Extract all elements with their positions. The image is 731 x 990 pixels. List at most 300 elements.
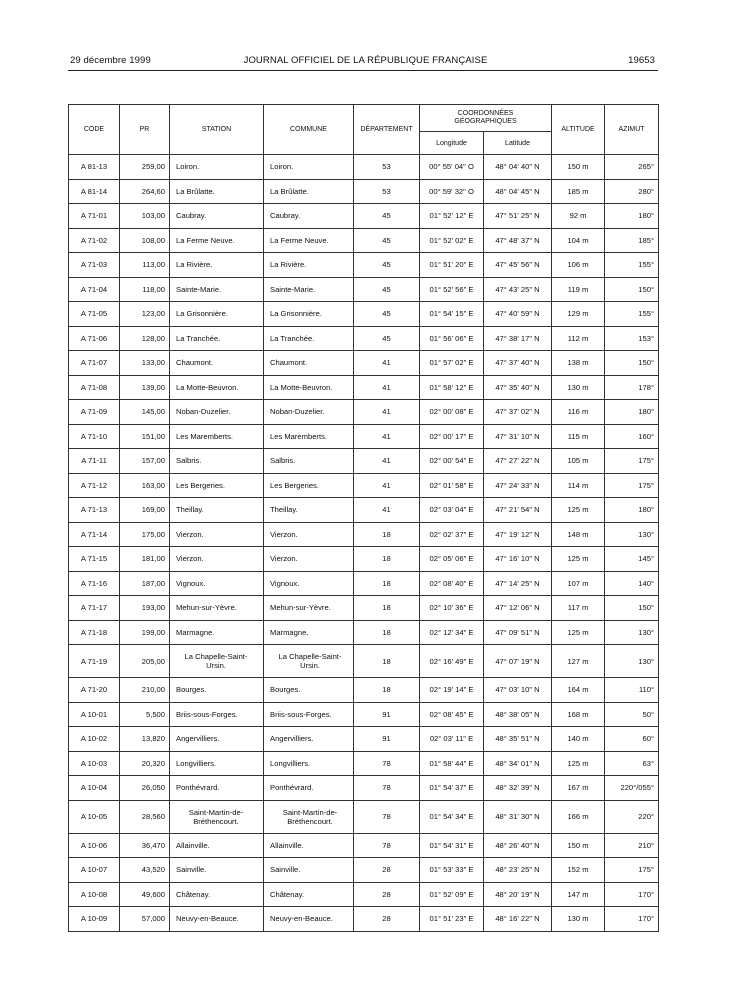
- cell-longitude-text: 01° 52' 02" E: [429, 235, 474, 245]
- cell-altitude-text: 114 m: [567, 480, 589, 490]
- cell-dept: [354, 449, 420, 474]
- cell-dept-text: 18: [382, 529, 391, 539]
- cell-altitude-text: 125 m: [567, 505, 589, 515]
- cell-station: [170, 547, 264, 572]
- cell-latitude-text: 47° 03' 10" N: [495, 685, 540, 695]
- cell-pr-text: 210,00: [141, 685, 165, 695]
- cell-station-text: La Ferme Neuve.: [176, 235, 235, 245]
- cell-code: [69, 498, 120, 523]
- cell-station: [170, 375, 264, 400]
- cell-station-text: Loiron.: [176, 162, 200, 172]
- cell-latitude-text: 47° 43' 25" N: [495, 284, 540, 294]
- cell-code-text: A 71-07: [80, 358, 108, 368]
- cell-azimut-text: 175°: [638, 865, 655, 875]
- cell-azimut: [605, 882, 659, 907]
- table-row: [69, 473, 659, 498]
- table-row: [69, 620, 659, 645]
- cell-commune-text: La Brûlatte.: [270, 186, 309, 196]
- cell-azimut: [605, 678, 659, 703]
- cell-pr-text: 28,560: [141, 812, 165, 821]
- cell-latitude: [484, 776, 552, 801]
- cell-latitude: [484, 571, 552, 596]
- cell-pr: [120, 449, 170, 474]
- cell-dept: [354, 678, 420, 703]
- cell-dept-text: 53: [382, 162, 391, 172]
- cell-dept: [354, 547, 420, 572]
- cell-pr: [120, 498, 170, 523]
- cell-code: [69, 571, 120, 596]
- cell-commune-text: Vignoux.: [270, 578, 300, 588]
- cell-longitude: [420, 498, 484, 523]
- cell-code-text: A 71-13: [80, 505, 108, 515]
- cell-azimut: [605, 645, 659, 678]
- cell-altitude: [552, 678, 605, 703]
- cell-commune-text: Vierzon.: [270, 554, 298, 564]
- table-row: [69, 228, 659, 253]
- cell-azimut-text: 130°: [638, 627, 655, 637]
- cell-azimut-text: 140°: [638, 578, 655, 588]
- cell-station-text: Vierzon.: [176, 554, 204, 564]
- cell-latitude: [484, 800, 552, 833]
- cell-station-text: Sainte-Marie.: [176, 284, 222, 294]
- cell-dept-text: 45: [382, 235, 391, 245]
- cell-dept-text: 91: [382, 709, 391, 719]
- cell-code: [69, 473, 120, 498]
- cell-longitude-text: 01° 52' 56" E: [429, 284, 474, 294]
- cell-altitude: [552, 375, 605, 400]
- cell-latitude-text: 47° 35' 40" N: [495, 382, 540, 392]
- cell-station-text: La Brûlatte.: [176, 186, 215, 196]
- cell-pr: [120, 833, 170, 858]
- cell-azimut-text: 185°: [638, 235, 655, 245]
- cell-altitude-text: 138 m: [567, 358, 589, 368]
- cell-longitude: [420, 351, 484, 376]
- cell-code-text: A 81-13: [80, 162, 108, 172]
- cell-altitude-text: 117 m: [567, 603, 589, 613]
- cell-commune: [264, 596, 354, 621]
- cell-pr-text: 169,00: [141, 505, 165, 515]
- cell-latitude-text: 47° 38' 17" N: [495, 333, 540, 343]
- cell-latitude-text: 48° 23' 25" N: [495, 865, 540, 875]
- cell-pr-text: 259,00: [141, 162, 165, 172]
- table-body: [69, 155, 659, 932]
- cell-dept-text: 78: [382, 783, 391, 793]
- cell-code: [69, 375, 120, 400]
- cell-dept-text: 18: [382, 578, 391, 588]
- cell-dept: [354, 204, 420, 229]
- cell-altitude: [552, 702, 605, 727]
- cell-code-text: A 10-05: [80, 812, 108, 821]
- cell-commune-text: Theillay.: [270, 505, 298, 515]
- stations-table: [68, 104, 659, 932]
- cell-longitude-text: 02° 00' 54" E: [429, 456, 474, 466]
- cell-azimut: [605, 907, 659, 932]
- cell-pr: [120, 277, 170, 302]
- cell-commune: [264, 302, 354, 327]
- cell-azimut: [605, 833, 659, 858]
- cell-longitude-text: 01° 54' 31" E: [429, 840, 474, 850]
- cell-commune-text: Mehun-sur-Yèvre.: [270, 603, 331, 613]
- cell-dept-text: 45: [382, 309, 391, 319]
- cell-commune: [264, 155, 354, 180]
- cell-longitude-text: 00° 55' 04" O: [429, 162, 474, 172]
- cell-azimut-text: 130°: [638, 529, 655, 539]
- cell-dept: [354, 351, 420, 376]
- cell-commune-text: Chaumont.: [270, 358, 308, 368]
- col-header-longitude: Longitude: [420, 132, 484, 155]
- cell-altitude-text: 130 m: [567, 382, 589, 392]
- cell-longitude: [420, 204, 484, 229]
- cell-station: [170, 727, 264, 752]
- cell-azimut: [605, 702, 659, 727]
- cell-latitude: [484, 302, 552, 327]
- cell-dept-text: 28: [382, 865, 391, 875]
- cell-latitude: [484, 204, 552, 229]
- cell-code-text: A 71-02: [80, 235, 108, 245]
- table-row: [69, 449, 659, 474]
- cell-pr-text: 20,320: [141, 758, 165, 768]
- cell-pr-text: 199,00: [141, 627, 165, 637]
- cell-altitude: [552, 858, 605, 883]
- cell-station: [170, 302, 264, 327]
- cell-azimut-text: 150°: [638, 284, 655, 294]
- cell-azimut-text: 110°: [638, 685, 655, 695]
- cell-azimut-text: 180°: [638, 211, 655, 221]
- table-row: [69, 776, 659, 801]
- cell-commune: [264, 498, 354, 523]
- cell-station: [170, 678, 264, 703]
- cell-azimut: [605, 179, 659, 204]
- cell-commune: [264, 326, 354, 351]
- cell-pr: [120, 858, 170, 883]
- cell-commune: [264, 702, 354, 727]
- cell-altitude-text: 104 m: [567, 235, 589, 245]
- cell-dept: [354, 179, 420, 204]
- cell-longitude: [420, 645, 484, 678]
- cell-commune: [264, 253, 354, 278]
- cell-pr-text: 5,500: [145, 709, 165, 719]
- cell-altitude: [552, 547, 605, 572]
- cell-latitude-text: 48° 20' 19" N: [495, 889, 540, 899]
- cell-dept: [354, 596, 420, 621]
- cell-pr: [120, 907, 170, 932]
- cell-code: [69, 678, 120, 703]
- cell-dept-text: 41: [382, 431, 391, 441]
- cell-azimut-text: 60°: [642, 734, 655, 744]
- cell-commune: [264, 751, 354, 776]
- cell-dept-text: 41: [382, 480, 391, 490]
- cell-pr: [120, 375, 170, 400]
- cell-latitude-text: 47° 07' 19" N: [495, 656, 540, 666]
- cell-altitude-text: 167 m: [567, 783, 589, 793]
- cell-longitude: [420, 571, 484, 596]
- cell-altitude-text: 164 m: [567, 685, 589, 695]
- cell-commune-text: Vierzon.: [270, 529, 298, 539]
- cell-altitude-text: 112 m: [567, 333, 589, 343]
- cell-pr-text: 133,00: [141, 358, 165, 368]
- cell-commune: [264, 678, 354, 703]
- cell-pr: [120, 473, 170, 498]
- cell-commune: [264, 277, 354, 302]
- cell-station: [170, 155, 264, 180]
- cell-latitude: [484, 498, 552, 523]
- cell-latitude: [484, 473, 552, 498]
- table-row: [69, 498, 659, 523]
- cell-pr-text: 187,00: [141, 578, 165, 588]
- cell-pr-text: 181,00: [141, 554, 165, 564]
- cell-azimut: [605, 155, 659, 180]
- cell-azimut-text: 175°: [638, 456, 655, 466]
- col-header-coords: COORDONNÉES GÉOGRAPHIQUES: [420, 105, 552, 132]
- cell-altitude: [552, 727, 605, 752]
- cell-latitude-text: 47° 37' 40" N: [495, 358, 540, 368]
- cell-pr-text: 157,00: [141, 456, 165, 466]
- cell-station: [170, 751, 264, 776]
- table-row: [69, 351, 659, 376]
- cell-longitude: [420, 253, 484, 278]
- cell-commune-text: La Chapelle-Saint-Ursin.: [278, 652, 342, 670]
- cell-longitude-text: 02° 03' 04" E: [429, 505, 474, 515]
- cell-azimut: [605, 326, 659, 351]
- journal-title: JOURNAL OFFICIEL DE LA RÉPUBLIQUE FRANÇAISE: [243, 55, 488, 66]
- cell-pr: [120, 596, 170, 621]
- cell-code-text: A 71-19: [80, 656, 108, 666]
- cell-altitude: [552, 571, 605, 596]
- cell-longitude-text: 02° 00' 08" E: [429, 407, 474, 417]
- cell-code: [69, 155, 120, 180]
- cell-station-text: Châtenay.: [176, 889, 211, 899]
- cell-longitude-text: 02° 05' 06" E: [429, 554, 474, 564]
- cell-commune-text: Allainville.: [270, 840, 304, 850]
- cell-commune: [264, 424, 354, 449]
- cell-code-text: A 71-06: [80, 333, 108, 343]
- cell-dept: [354, 858, 420, 883]
- cell-station: [170, 800, 264, 833]
- cell-pr-text: 13,820: [141, 734, 165, 744]
- cell-commune-text: Bourges.: [270, 685, 301, 695]
- cell-longitude: [420, 179, 484, 204]
- cell-pr: [120, 179, 170, 204]
- col-header-altitude: ALTITUDE: [552, 105, 605, 155]
- cell-latitude: [484, 424, 552, 449]
- cell-station: [170, 400, 264, 425]
- cell-dept: [354, 155, 420, 180]
- table-row: [69, 277, 659, 302]
- cell-station-text: Neuvy-en-Beauce.: [176, 914, 239, 924]
- cell-code: [69, 882, 120, 907]
- cell-latitude: [484, 375, 552, 400]
- cell-dept: [354, 522, 420, 547]
- cell-longitude: [420, 155, 484, 180]
- cell-altitude-text: 166 m: [567, 812, 589, 821]
- cell-station: [170, 204, 264, 229]
- cell-azimut: [605, 424, 659, 449]
- cell-station: [170, 228, 264, 253]
- cell-latitude-text: 47° 14' 25" N: [495, 578, 540, 588]
- cell-dept-text: 18: [382, 685, 391, 695]
- cell-code-text: A 71-01: [80, 211, 108, 221]
- cell-latitude-text: 47° 24' 33" N: [495, 480, 540, 490]
- table-row: [69, 907, 659, 932]
- cell-azimut-text: 130°: [638, 656, 655, 666]
- cell-altitude: [552, 498, 605, 523]
- cell-longitude: [420, 620, 484, 645]
- cell-dept: [354, 326, 420, 351]
- cell-code-text: A 71-08: [80, 382, 108, 392]
- cell-commune: [264, 727, 354, 752]
- cell-dept-text: 78: [382, 758, 391, 768]
- cell-pr: [120, 800, 170, 833]
- cell-altitude: [552, 449, 605, 474]
- cell-station-text: Angervilliers.: [176, 734, 220, 744]
- cell-altitude-text: 115 m: [567, 431, 589, 441]
- cell-azimut-text: 265°: [638, 162, 655, 172]
- cell-dept-text: 41: [382, 505, 391, 515]
- cell-code-text: A 10-03: [80, 758, 108, 768]
- cell-station-text: Longvilliers.: [176, 758, 217, 768]
- cell-code-text: A 10-09: [80, 914, 108, 924]
- cell-longitude-text: 01° 53' 33" E: [429, 865, 474, 875]
- cell-longitude-text: 02° 16' 49" E: [429, 656, 474, 666]
- cell-latitude: [484, 702, 552, 727]
- cell-commune: [264, 351, 354, 376]
- cell-pr-text: 36,470: [141, 840, 165, 850]
- cell-pr: [120, 522, 170, 547]
- cell-altitude-text: 150 m: [567, 840, 589, 850]
- cell-altitude-text: 107 m: [567, 578, 589, 588]
- col-header-pr: PR: [120, 105, 170, 155]
- cell-station: [170, 253, 264, 278]
- table-row: [69, 424, 659, 449]
- table-row: [69, 571, 659, 596]
- cell-station: [170, 620, 264, 645]
- cell-azimut-text: 220°: [638, 812, 655, 821]
- cell-longitude-text: 01° 51' 20" E: [429, 260, 474, 270]
- cell-code: [69, 449, 120, 474]
- cell-dept-text: 78: [382, 840, 391, 850]
- cell-code-text: A 71-14: [80, 529, 108, 539]
- cell-longitude-text: 01° 54' 15" E: [429, 309, 474, 319]
- cell-code-text: A 71-20: [80, 685, 108, 695]
- cell-altitude-text: 116 m: [567, 407, 589, 417]
- cell-station-text: Mehun-sur-Yèvre.: [176, 603, 237, 613]
- cell-dept: [354, 253, 420, 278]
- cell-azimut: [605, 547, 659, 572]
- cell-latitude-text: 48° 32' 39" N: [495, 783, 540, 793]
- cell-station-text: Salbris.: [176, 456, 202, 466]
- cell-longitude: [420, 522, 484, 547]
- cell-latitude-text: 48° 34' 01" N: [495, 758, 540, 768]
- cell-longitude: [420, 776, 484, 801]
- cell-altitude-text: 125 m: [567, 758, 589, 768]
- cell-pr-text: 145,00: [141, 407, 165, 417]
- cell-dept: [354, 620, 420, 645]
- cell-latitude: [484, 522, 552, 547]
- cell-pr-text: 151,00: [141, 431, 165, 441]
- cell-longitude: [420, 375, 484, 400]
- header-rule: [68, 70, 658, 71]
- cell-longitude-text: 01° 56' 06" E: [429, 333, 474, 343]
- cell-latitude-text: 47° 16' 10" N: [495, 554, 540, 564]
- cell-pr: [120, 645, 170, 678]
- cell-azimut: [605, 351, 659, 376]
- cell-longitude-text: 01° 54' 34" E: [429, 812, 474, 821]
- cell-pr: [120, 678, 170, 703]
- cell-longitude-text: 01° 58' 44" E: [429, 758, 474, 768]
- cell-longitude: [420, 833, 484, 858]
- cell-pr-text: 175,00: [141, 529, 165, 539]
- cell-latitude: [484, 277, 552, 302]
- cell-commune-text: Noban-Duzelier.: [270, 407, 325, 417]
- cell-commune: [264, 522, 354, 547]
- cell-commune: [264, 228, 354, 253]
- cell-pr: [120, 702, 170, 727]
- cell-altitude: [552, 302, 605, 327]
- cell-commune: [264, 449, 354, 474]
- cell-commune: [264, 547, 354, 572]
- cell-altitude: [552, 155, 605, 180]
- cell-latitude-text: 47° 45' 56" N: [495, 260, 540, 270]
- cell-pr-text: 205,00: [141, 656, 165, 666]
- cell-commune-text: Ponthévrard.: [270, 783, 314, 793]
- cell-azimut: [605, 620, 659, 645]
- table-row: [69, 375, 659, 400]
- col-header-latitude: Latitude: [484, 132, 552, 155]
- cell-code: [69, 596, 120, 621]
- cell-dept: [354, 645, 420, 678]
- cell-azimut-text: 180°: [638, 505, 655, 515]
- table-row: [69, 547, 659, 572]
- cell-altitude: [552, 204, 605, 229]
- cell-station: [170, 522, 264, 547]
- cell-commune-text: Marmagne.: [270, 627, 309, 637]
- cell-station-text: Les Bergeries.: [176, 480, 225, 490]
- cell-dept-text: 41: [382, 382, 391, 392]
- cell-code: [69, 547, 120, 572]
- header-date: 29 décembre 1999: [70, 55, 151, 66]
- cell-azimut: [605, 522, 659, 547]
- cell-latitude: [484, 179, 552, 204]
- cell-code: [69, 302, 120, 327]
- cell-dept: [354, 882, 420, 907]
- cell-latitude-text: 47° 37' 02" N: [495, 407, 540, 417]
- cell-station: [170, 498, 264, 523]
- cell-longitude: [420, 302, 484, 327]
- cell-latitude-text: 48° 04' 40" N: [495, 162, 540, 172]
- cell-pr-text: 118,00: [142, 284, 165, 294]
- cell-commune-text: Caubray.: [270, 211, 301, 221]
- table-row: [69, 302, 659, 327]
- cell-station-text: La Chapelle-Saint-Ursin.: [184, 652, 248, 670]
- cell-latitude-text: 47° 21' 54" N: [495, 505, 540, 515]
- cell-station-text: Saint-Martin-de-Bréthencourt.: [188, 807, 244, 826]
- cell-code: [69, 228, 120, 253]
- cell-longitude-text: 02° 19' 14" E: [429, 685, 474, 695]
- cell-latitude: [484, 833, 552, 858]
- cell-longitude: [420, 751, 484, 776]
- cell-dept: [354, 776, 420, 801]
- cell-commune-text: Sainte-Marie.: [270, 284, 316, 294]
- cell-pr-text: 49,600: [141, 889, 165, 899]
- cell-station-text: Bourges.: [176, 685, 207, 695]
- cell-commune: [264, 204, 354, 229]
- cell-code: [69, 620, 120, 645]
- cell-dept-text: 18: [382, 656, 391, 666]
- cell-code: [69, 858, 120, 883]
- table-row: [69, 727, 659, 752]
- cell-commune-text: La Motte-Beuvron.: [270, 382, 333, 392]
- cell-altitude: [552, 400, 605, 425]
